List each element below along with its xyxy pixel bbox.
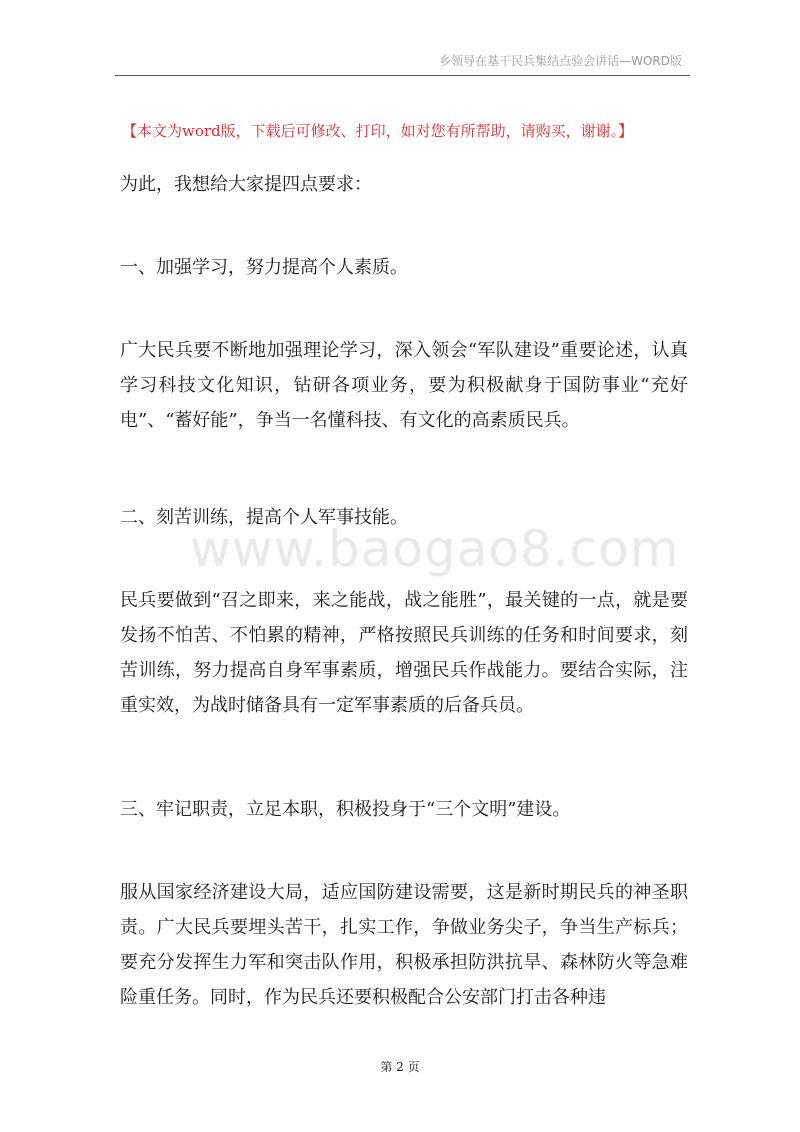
download-notice: 【本文为word版，下载后可修改、打印，如对您有所帮助，请购买，谢谢。】 <box>122 122 634 140</box>
heading-point-one: 一、加强学习，努力提高个人素质。 <box>120 257 408 278</box>
paragraph-intro: 为此，我想给大家提四点要求： <box>120 174 372 195</box>
watermark: www.baogao8.com <box>190 520 680 578</box>
paragraph-point-one: 广大民兵要不断地加强理论学习，深入领会“军队建设”重要论述，认真学习科技文化知识，钻研各项业务，要为积极献身于国防事业“充好电”、“蓄好能”，争当一名懂科技、有文化的高素质民兵。 <box>120 340 688 431</box>
header-divider <box>115 75 690 76</box>
page-number: 第 2 页 <box>380 1060 420 1074</box>
heading-point-two: 二、刻苦训练，提高个人军事技能。 <box>120 507 408 528</box>
paragraph-point-three: 服从国家经济建设大局，适应国防建设需要，这是新时期民兵的神圣职责。广大民兵要埋头苦干，扎实工作，争做业务尖子，争当生产标兵；要充分发挥生力军和突击队作用，积极承担防洪抗旱、森林防火等急难险重任务。同时，作为民兵还要积极配合公安部门打击各种违 <box>120 882 688 1008</box>
paragraph-point-two: 民兵要做到“召之即来，来之能战，战之能胜”，最关键的一点，就是要发扬不怕苦、不怕累的精神，严格按照民兵训练的任务和时间要求，刻苦训练，努力提高自身军事素质，增强民兵作战能力。要结合实际，注重实效，为战时储备具有一定军事素质的后备兵员。 <box>120 590 688 716</box>
heading-point-three: 三、牢记职责，立足本职，积极投身于“三个文明”建设。 <box>120 799 571 820</box>
running-header: 乡领导在基干民兵集结点验会讲话—WORD版 <box>439 54 682 68</box>
